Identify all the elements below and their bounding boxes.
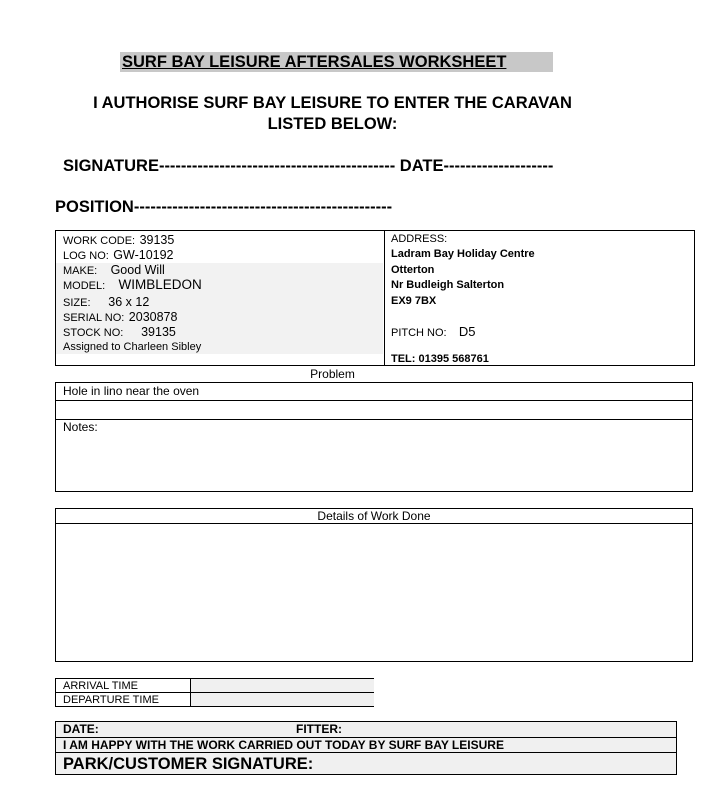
problem-blank-row[interactable] bbox=[56, 401, 692, 420]
address-line: Ladram Bay Holiday Centre bbox=[391, 248, 535, 260]
departure-time-row bbox=[56, 693, 373, 706]
address-line: EX9 7BX bbox=[391, 295, 437, 307]
fitter-label: FITTER: bbox=[296, 722, 342, 736]
size-value: 36 x 12 bbox=[108, 295, 150, 309]
times-table bbox=[55, 678, 374, 707]
customer-signature-label: PARK/CUSTOMER SIGNATURE: bbox=[63, 755, 314, 773]
arrival-time-row bbox=[56, 679, 373, 693]
stock-no-value: 39135 bbox=[141, 325, 176, 339]
stock-no-row: STOCK NO: 39135 bbox=[63, 325, 176, 339]
make-row: MAKE: Good Will bbox=[63, 263, 165, 277]
arrival-time-label: ARRIVAL TIME bbox=[63, 680, 138, 692]
size-row: SIZE: 36 x 12 bbox=[63, 295, 150, 309]
assigned-to: Assigned to Charleen Sibley bbox=[63, 341, 202, 353]
problem-box bbox=[55, 382, 693, 492]
address-label: ADDRESS: bbox=[391, 233, 448, 245]
log-no-value: GW-10192 bbox=[113, 248, 174, 262]
departure-time-field[interactable] bbox=[190, 693, 374, 706]
happy-statement: I AM HAPPY WITH THE WORK CARRIED OUT TODAY BY SURF BAY LEISURE bbox=[63, 738, 504, 752]
worksheet-title-text: SURF BAY LEISURE AFTERSALES WORKSHEET bbox=[122, 53, 507, 71]
authorisation-statement bbox=[40, 93, 625, 135]
log-no-row: LOG NO: GW-10192 bbox=[63, 248, 174, 262]
work-done-heading: Details of Work Done bbox=[56, 509, 692, 524]
caravan-details bbox=[56, 231, 385, 365]
date-fitter-row bbox=[56, 722, 676, 738]
work-done-box[interactable] bbox=[55, 508, 693, 662]
make-value: Good Will bbox=[110, 263, 165, 277]
departure-time-label: DEPARTURE TIME bbox=[63, 694, 159, 706]
problem-description-row[interactable] bbox=[56, 383, 692, 401]
authorisation-line-1: I AUTHORISE SURF BAY LEISURE TO ENTER THE CARAVAN bbox=[93, 94, 572, 112]
worksheet-title bbox=[120, 52, 553, 72]
problem-description: Hole in lino near the oven bbox=[63, 384, 200, 398]
problem-heading: Problem bbox=[310, 367, 355, 381]
notes-label: Notes: bbox=[63, 420, 98, 434]
authorisation-line-2: LISTED BELOW: bbox=[267, 115, 398, 133]
pitch-row: PITCH NO: D5 bbox=[391, 324, 476, 339]
position-line: POSITION----------------------------------------------- bbox=[55, 198, 393, 216]
signature-date-line: SIGNATURE------------------------------------------- DATE-------------------- bbox=[63, 157, 554, 175]
work-code-row: WORK CODE: 39135 bbox=[63, 233, 175, 247]
pitch-value: D5 bbox=[458, 324, 476, 339]
model-value: WIMBLEDON bbox=[118, 277, 202, 292]
address-line: Nr Budleigh Salterton bbox=[391, 279, 505, 291]
address-line: Otterton bbox=[391, 264, 435, 276]
serial-no-value: 2030878 bbox=[128, 310, 178, 324]
serial-no-row: SERIAL NO: 2030878 bbox=[63, 310, 178, 324]
date-label: DATE: bbox=[63, 722, 99, 736]
model-row: MODEL: WIMBLEDON bbox=[63, 277, 202, 292]
telephone: TEL: 01395 568761 bbox=[391, 353, 489, 365]
happy-statement-row bbox=[56, 738, 676, 753]
arrival-time-field[interactable] bbox=[190, 679, 374, 692]
work-code-value: 39135 bbox=[139, 233, 175, 247]
signoff-table bbox=[55, 721, 677, 775]
caravan-info-table bbox=[55, 230, 695, 366]
